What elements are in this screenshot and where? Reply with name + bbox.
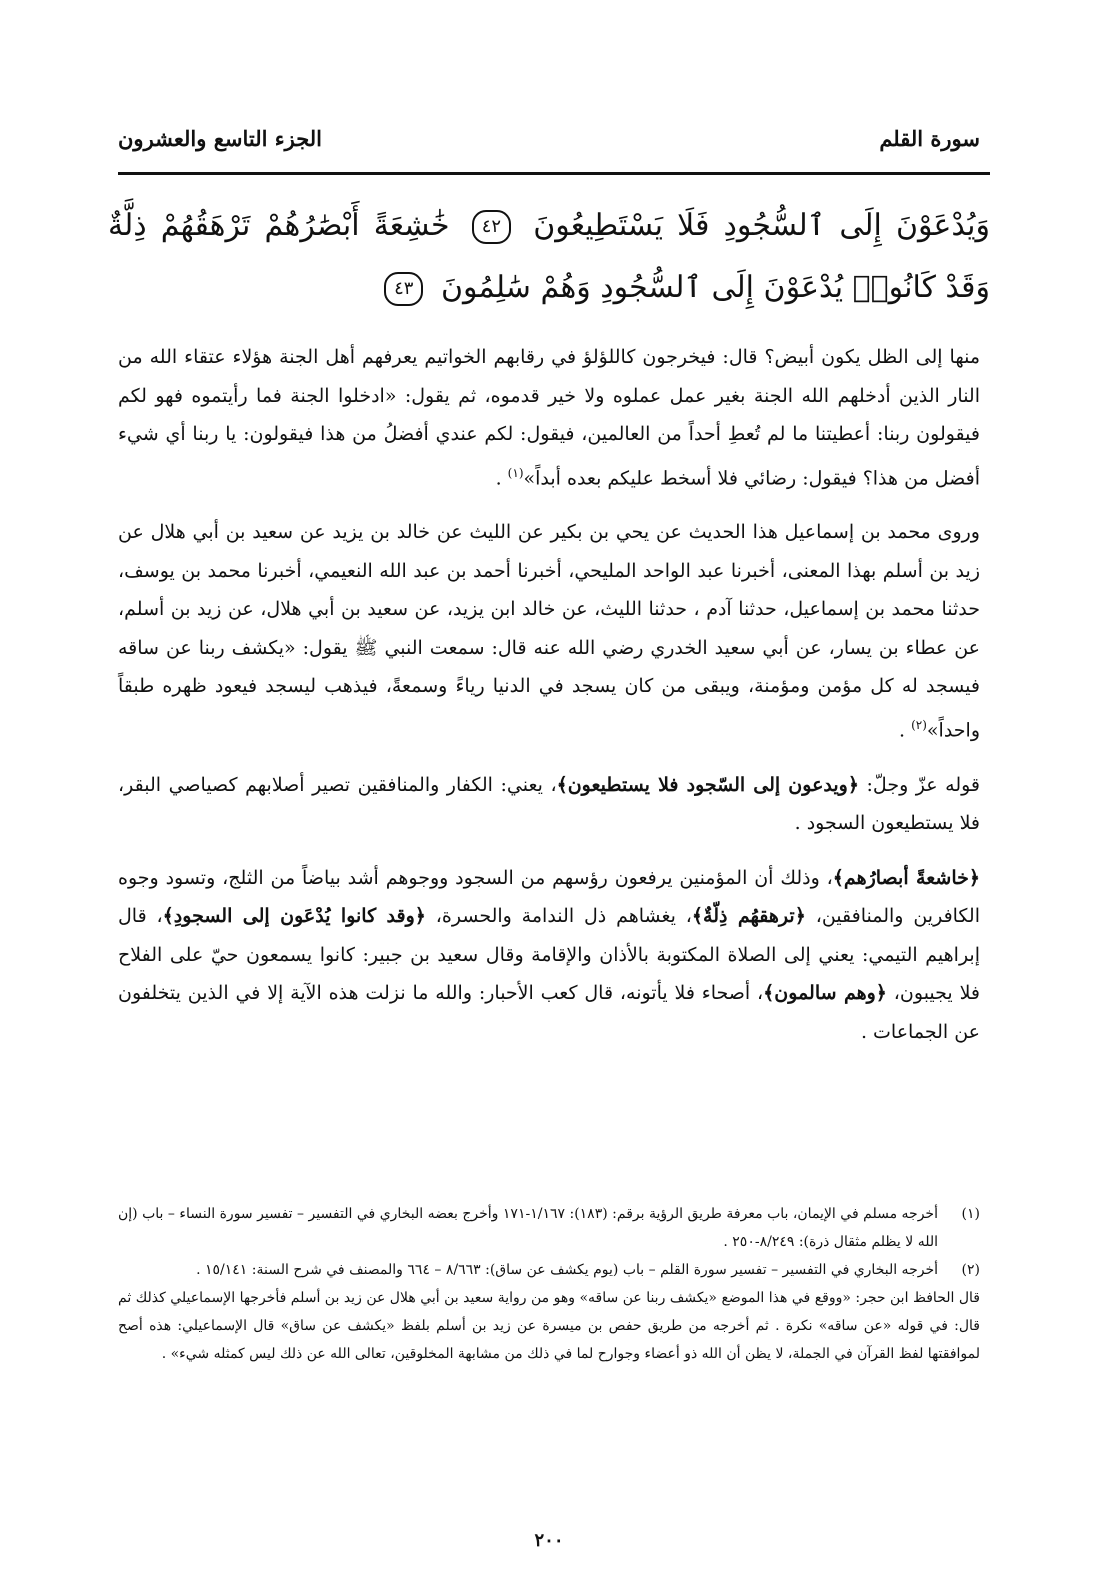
footnote-number: (٢) [961,1262,980,1278]
paragraph-text: ، يعني: الكفار والمنافقين تصير أصلابهم كصياصي البقر، فلا يستطيعون السجود . [118,773,980,835]
paragraph-text: ، وذلك أن المؤمنين يرفعون رؤسهم من السجود ووجوهم أشد بياضاً من الثلج، وتسود وجوه الكافرين والمنافقين، [118,866,980,928]
verse-text-43: خَٰشِعَةً أَبْصَٰرُهُمْ تَرْهَقُهُمْ ذِلَّةٌ وَقَدْ كَانُوا۟ يُدْعَوْنَ إِلَى ٱلسُّجُودِ وَهُمْ سَٰلِمُونَ [108,208,990,305]
footnotes [118,1200,980,1368]
footnote-number: (١) [961,1206,980,1222]
paragraph-text: ، يغشاهم ذل الندامة والحسرة، [435,905,692,928]
footnote-text: أخرجه مسلم في الإيمان، باب معرفة طريق الرؤية برقم: (١٨٣): ١/١٦٧-١٧١ وأخرج بعضه البخاري في التفسير – تفسير سورة النساء – باب (إن الله لا يظلم مثقال ذرة): ٨/٢٤٩-٢٥٠ . [118,1206,938,1250]
quran-verse-block [108,195,990,319]
paragraph-text: ، قال إبراهيم التيمي: يعني إلى الصلاة المكتوبة بالأذان والإقامة وقال سعيد بن جبير: كانوا يسمعون حيّ على الفلاح فلا يجيبون، [118,905,980,1005]
paragraph-text: منها إلى الظل يكون أبيض؟ قال: فيخرجون كاللؤلؤ في رقابهم الخواتيم يعرفهم أهل الجنة هؤلاء عتقاء الله من النار الذين أدخلهم الله الجنة بغير عمل عملوه ولا خير قدموه، ثم يقول: «ادخلوا الجنة فما رأيتموه فهو لكم فيقولون ربنا: أعطيتنا ما لم تُعطِ أحداً من العالمين، فيقول: لكم عندي أفضلُ من هذا فيقولون: يا ربنا أي شيء أفضل من هذا؟ فيقول: رضائي فلا أسخط عليكم بعده أبداً» [118,346,980,489]
running-header [118,118,980,158]
footnote-ref: (١) [507,465,524,480]
commentary-body [118,338,980,1067]
paragraph-text: ، أصحاء فلا يأتونه، قال كعب الأحبار: والله ما نزلت هذه الآية إلا في الذين يتخلفون عن الجماعات . [118,982,980,1043]
ayah-number-42: ٤٢ [472,210,511,244]
header-rule [118,172,990,175]
quran-quote: ﴿خاشعةً أبصارُهم﴾ [832,866,980,889]
footnote [118,1200,980,1256]
footnote-commentary: قال الحافظ ابن حجر: «ووقع في هذا الموضع «يكشف ربنا عن ساقه» وهو من رواية سعيد بن أبي هلال عن زيد بن أسلم فأخرجها الإسماعيلي كذلك ثم قال: في قوله «عن ساقه» نكرة . ثم أخرجه من طريق حفص بن ميسرة عن زيد بن أسلم بلفظ «يكشف عن ساق» قال الإسماعيلي: هذه أصح لموافقتها لفظ القرآن في الجملة، لا يظن أن الله ذو أعضاء وجوارح لما في ذلك من مشابهة المخلوقين، تعالى الله عن ذلك ليس كمثله شيء» . [118,1290,980,1362]
footnote-ref: (٢) [911,717,927,732]
paragraph [118,859,980,1052]
quran-quote: ﴿ترهقهُم ذِلّةٌ﴾ [691,905,806,928]
verse-text-42: وَيُدْعَوْنَ إِلَى ٱلسُّجُودِ فَلَا يَسْتَطِيعُونَ [533,208,990,243]
surah-title: سورة القلم [879,125,980,151]
paragraph: منها إلى الظل يكون أبيض؟ قال: فيخرجون كاللؤلؤ في رقابهم الخواتيم يعرفهم أهل الجنة هؤلاء عتقاء الله من النار الذين أدخلهم الله الجنة بغير عمل عملوه ولا خير قدموه، ثم يقول: «ادخلوا الجنة فما رأيتموه فهو لكم فيقولون ربنا: أعطيتنا ما لم تُعطِ أحداً من العالمين، فيقول: لكم عندي أفضلُ من هذا فيقولون: يا ربنا أي شيء أفضل من هذا؟ فيقول: رضائي فلا أسخط عليكم بعده أبداً»$^{(١)}$ . [118,346,980,489]
quran-quote: ﴿وهم سالمون﴾ [763,982,887,1005]
juz-title: الجزء التاسع والعشرون [118,125,323,151]
page-number: ٢٠٠ [534,1530,564,1551]
quran-quote: ﴿ويدعون إلى السّجود فلا يستطيعون﴾ [556,773,859,796]
paragraph: وروى محمد بن إسماعيل هذا الحديث عن يحي بن بكير عن الليث عن خالد بن يزيد عن سعيد بن أبي هلال عن زيد بن أسلم بهذا المعنى، أخبرنا عبد الواحد المليحي، أخبرنا أحمد بن عبد الله النعيمي، أخبرنا محمد بن يوسف، حدثنا محمد بن إسماعيل، حدثنا آدم ، حدثنا الليث، عن خالد ابن يزيد، عن سعيد بن أبي هلال، عن زيد بن أسلم، عن عطاء بن يسار، عن أبي سعيد الخدري رضي الله عنه قال: سمعت النبي ﷺ يقول: «يكشف ربنا عن ساقه فيسجد له كل مؤمن ومؤمنة، ويبقى من كان يسجد في الدنيا رياءً وسمعةً، فيذهب ليسجد فيعود ظهره طبقاً واحداً»$^{(٢)}$ . [118,521,980,742]
quran-quote: ﴿وقد كانوا يُدْعَون إلى السجودِ﴾ [162,905,426,928]
ayah-number-43: ٤٣ [384,272,423,306]
footnote-text: أخرجه البخاري في التفسير – تفسير سورة القلم – باب (يوم يكشف عن ساق): ٨/٦٦٣ – ٦٦٤ والمصنف في شرح السنة: ١٥/١٤١ . [196,1262,938,1278]
footnote [118,1256,980,1284]
paragraph-text: وروى محمد بن إسماعيل هذا الحديث عن يحي بن بكير عن الليث عن خالد بن يزيد عن سعيد بن أبي هلال عن زيد بن أسلم بهذا المعنى، أخبرنا عبد الواحد المليحي، أخبرنا أحمد بن عبد الله النعيمي، أخبرنا محمد بن يوسف، حدثنا محمد بن إسماعيل، حدثنا آدم ، حدثنا الليث، عن خالد ابن يزيد، عن سعيد بن أبي هلال، عن زيد بن أسلم، عن عطاء بن يسار، عن أبي سعيد الخدري رضي الله عنه قال: سمعت النبي ﷺ يقول: «يكشف ربنا عن ساقه فيسجد له كل مؤمن ومؤمنة، ويبقى من كان يسجد في الدنيا رياءً وسمعةً، فيذهب ليسجد فيعود ظهره طبقاً واحداً» [118,521,980,742]
paragraph [118,766,980,843]
paragraph-text: قوله عزّ وجلّ: [866,773,981,796]
